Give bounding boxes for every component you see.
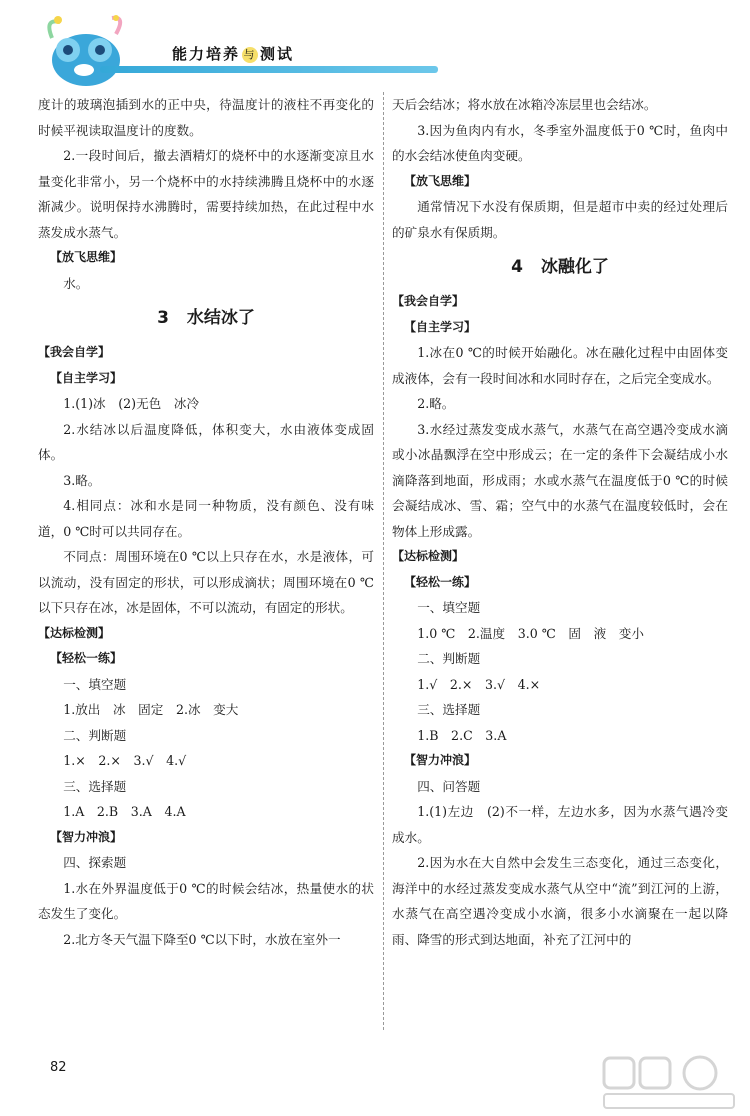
section-title: 冰融化了 [540,257,609,277]
section-tag: 【智力冲浪】 [404,753,477,767]
section-title: 水结冰了 [186,308,255,328]
section-heading [392,245,728,289]
header-title [172,43,294,64]
paragraph: 天后会结冰；将水放在冰箱冷冻层里也会结冰。 [392,97,657,112]
section-tag: 【轻松一练】 [50,651,123,665]
header-rule [100,66,438,73]
page-number: 82 [50,1060,67,1075]
header-title-connector: 与 [243,47,257,61]
paragraph: 1.× 2.× 3.√ 4.√ [63,753,187,768]
header-title-part1: 能力培养 [172,45,241,63]
paragraph: 1.水在外界温度低于0 ℃的时候会结冰，热量使水的状态发生了变化。 [38,880,374,921]
section-tag: 【我会自学】 [38,345,111,359]
paragraph: 1.冰在0 ℃的时候开始融化。冰在融化过程中由固体变成液体，会有一段时间冰和水同时存在，之后完全变成水。 [392,345,728,386]
left-column [38,92,374,952]
paragraph: 2.一段时间后，撤去酒精灯的烧杯中的水逐渐变凉且水量变化非常小，另一个烧杯中的水持续沸腾且烧杯中的水逐渐减少。说明保持水沸腾时，需要持续加热，在此过程中水蒸发成水蒸气。 [38,148,374,240]
section-tag: 【放飞思维】 [50,250,123,264]
section-tag: 【达标检测】 [38,625,111,640]
paragraph: 水。 [63,275,89,291]
section-tag: 【我会自学】 [392,294,465,308]
paragraph: 度计的玻璃泡插到水的正中央，待温度计的液柱不再变化的时候平视读取温度计的度数。 [38,97,374,138]
section-tag: 【放飞思维】 [404,173,477,188]
paragraph: 一、填空题 [417,600,481,615]
paragraph: 三、选择题 [63,778,127,794]
header-title-part2: 测试 [260,45,295,63]
section-tag: 【轻松一练】 [404,574,477,589]
paragraph: 3.因为鱼肉内有水，冬季室外温度低于0 ℃时，鱼肉中的水会结冰使鱼肉变硬。 [392,122,728,163]
paragraph: 4.相同点：冰和水是同一种物质，没有颜色、没有味道，0 ℃时可以共同存在。 [38,498,374,539]
paragraph: 通常情况下水没有保质期，但是超市中卖的经过处理后的矿泉水有保质期。 [392,199,728,240]
section-tag: 【自主学习】 [50,370,123,385]
section-heading [38,296,374,340]
right-column [392,92,728,952]
paragraph: 1.√ 2.× 3.√ 4.× [417,676,541,692]
paragraph: 四、探索题 [63,855,127,870]
paragraph: 四、问答题 [417,778,481,794]
section-number: 3 [157,308,169,328]
column-divider [383,92,384,1030]
paragraph: 一、填空题 [63,676,127,692]
paragraph: 1.A 2.B 3.A 4.A [63,804,186,819]
mascot-logo-icon [38,8,134,90]
paragraph: 1.放出 冰 固定 2.冰 变大 [63,702,239,717]
section-tag: 【智力冲浪】 [50,829,123,844]
paragraph: 不同点：周围环境在0 ℃以上只存在水，水是液体，可以流动，没有固定的形状，可以形成滴状；周围环境在0 ℃以下只存在冰，冰是固体，不可以流动，有固定的形状。 [38,549,374,615]
watermark-logo-icon [600,1052,740,1112]
paragraph: 1.0 ℃ 2.温度 3.0 ℃ 固 液 变小 [417,625,644,641]
paragraph: 3.略。 [63,472,101,488]
section-tag: 【达标检测】 [392,549,465,563]
paragraph: 2.水结冰以后温度降低，体积变大，水由液体变成固体。 [38,421,374,462]
page-header [0,0,750,90]
paragraph: 2.略。 [417,396,455,411]
paragraph: 1.(1)左边 (2)不一样，左边水多，因为水蒸气遇冷变成水。 [392,804,728,845]
paragraph: 3.水经过蒸发变成水蒸气，水蒸气在高空遇冷变成水滴或小冰晶飘浮在空中形成云；在一定的条件下会凝结成小水滴降落到地面，形成雨；水或水蒸气在温度低于0 ℃的时候会凝结成冰、雪、霜；空气中的水蒸气在温度较低时，会在物体上形成露。 [392,421,728,539]
paragraph: 三、选择题 [417,702,481,717]
paragraph: 二、判断题 [417,651,481,666]
paragraph: 二、判断题 [63,727,127,743]
paragraph: 1.(1)冰 (2)无色 冰冷 [63,396,200,411]
paragraph: 2.北方冬天气温下降至0 ℃以下时，水放在室外一 [63,931,341,947]
section-tag: 【自主学习】 [404,319,477,334]
section-number: 4 [511,257,523,277]
paragraph: 2.因为水在大自然中会发生三态变化，通过三态变化，海洋中的水经过蒸发变成水蒸气从空中“流”到江河的上游，水蒸气在高空遇冷变成小水滴，很多小水滴聚在一起以降雨、降雪的形式到达地面，补充了江河中的 [392,855,728,947]
paragraph: 1.B 2.C 3.A [417,727,507,743]
